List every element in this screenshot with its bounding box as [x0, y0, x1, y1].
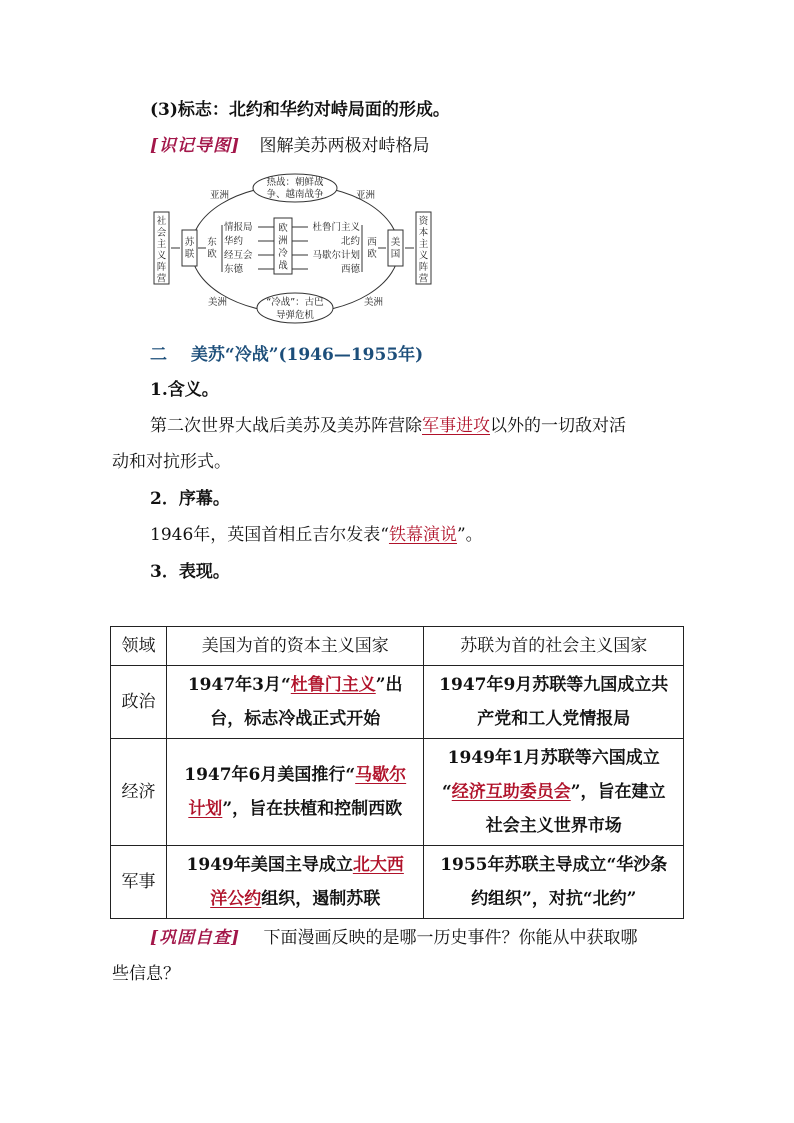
center-char: 战 — [278, 260, 288, 272]
right-item: 西德 — [340, 264, 360, 275]
left-item: 华约 — [224, 236, 244, 247]
usa-char: 美 — [390, 237, 401, 248]
bottom-event-line1: “冷战”：古巴 — [266, 297, 324, 308]
right-camp-text — [419, 215, 429, 285]
soviet-box — [182, 230, 197, 266]
consolidate-tag: [巩固自查] — [150, 928, 241, 948]
left-camp-text — [157, 215, 167, 285]
economy-ussr-line3: 社会主义世界市场 — [485, 816, 622, 836]
politics-ussr-line2: 产党和工人党情报局 — [477, 709, 631, 729]
left-camp-char: 社 — [156, 216, 167, 227]
left-item: 情报局 — [224, 222, 253, 233]
consolidate-text1: 下面漫画反映的是哪一历史事件？你能从中获取哪 — [263, 928, 638, 948]
row-field-economy: 经济 — [111, 739, 167, 846]
military-ussr-line1: 1955年苏联主导成立“华沙条 — [440, 855, 668, 875]
west-europe-char: 西 — [367, 237, 377, 248]
right-camp-char: 主 — [418, 239, 429, 250]
economy-ussr-part2: ”，旨在建立 — [570, 782, 666, 802]
west-europe-text — [367, 237, 377, 260]
intro-line — [150, 98, 450, 122]
usa-box — [388, 230, 403, 266]
east-europe-char: 欧 — [207, 249, 217, 260]
table-row — [111, 666, 684, 739]
east-europe-char: 东 — [207, 237, 217, 248]
row-field-military: 军事 — [111, 846, 167, 919]
item2-text-before: 1946年，英国首相丘吉尔发表“ — [150, 525, 389, 545]
bipolar-diagram — [150, 168, 440, 330]
item1-highlight: 军事进攻 — [422, 416, 490, 436]
left-item: 东德 — [224, 264, 244, 275]
politics-ussr-line1: 1947年9月苏联等九国成立共 — [439, 675, 669, 695]
memory-heading — [150, 134, 430, 158]
intro-text: 北约和华约对峙局面的形成。 — [228, 100, 450, 120]
military-us-highlight1: 北大西 — [352, 855, 404, 875]
usa-char: 国 — [390, 249, 401, 260]
table-header-row — [111, 627, 684, 666]
right-items — [292, 221, 360, 275]
politics-us-part3: 台，标志冷战正式开始 — [210, 709, 381, 729]
top-event-line2: 争、越南战争 — [266, 189, 324, 200]
left-camp-char: 营 — [156, 273, 167, 285]
section2-heading — [150, 343, 423, 367]
asia-left-label: 亚洲 — [210, 190, 230, 201]
item2-text-after: ”。 — [456, 525, 483, 545]
left-item: 经互会 — [224, 250, 253, 261]
table-header-field: 领域 — [111, 627, 167, 666]
row-politics-ussr — [424, 666, 684, 739]
item2-heading: 2．序幕。 — [150, 489, 230, 509]
left-camp-char: 主 — [156, 239, 167, 250]
row-field-politics: 政治 — [111, 666, 167, 739]
military-us-part1: 1949年美国主导成立 — [186, 855, 353, 875]
memory-title: 图解美苏两极对峙格局 — [259, 136, 430, 156]
right-item: 马歇尔计划 — [312, 250, 360, 261]
economy-us-part1: 1947年6月美国推行“ — [184, 765, 356, 785]
left-camp-char: 阵 — [156, 262, 167, 273]
america-left-label: 美洲 — [208, 297, 228, 308]
politics-us-part2: ”出 — [375, 675, 403, 695]
economy-us-highlight2: 计划 — [188, 799, 223, 819]
right-camp-char: 营 — [418, 273, 429, 285]
top-event-line1: 热战：朝鲜战 — [266, 177, 324, 188]
right-camp-char: 阵 — [418, 262, 429, 273]
row-politics-us — [166, 666, 424, 739]
table-header-ussr: 苏联为首的社会主义国家 — [424, 627, 684, 666]
row-military-us — [166, 846, 424, 919]
table-row — [111, 739, 684, 846]
table-header-us: 美国为首的资本主义国家 — [166, 627, 424, 666]
item1-text-after: 以外的一切敌对活 — [490, 416, 626, 436]
east-europe-text — [207, 236, 217, 260]
economy-us-highlight1: 马歇尔 — [355, 765, 407, 785]
politics-us-part1: 1947年3月“ — [187, 675, 291, 695]
soviet-char: 联 — [184, 249, 195, 260]
economy-ussr-quote-open: “ — [441, 782, 452, 802]
economy-ussr-highlight: 经济互助委员会 — [451, 782, 571, 802]
economy-us-part2: ”，旨在扶植和控制西欧 — [222, 799, 403, 819]
item1-text-before: 第二次世界大战后美苏及美苏阵营除 — [150, 416, 422, 436]
left-camp-char: 会 — [156, 227, 167, 239]
item2-highlight: 铁幕演说 — [388, 525, 457, 545]
comparison-table — [110, 626, 684, 919]
item1-line2: 动和对抗形式。 — [112, 452, 231, 472]
asia-right-label: 亚洲 — [356, 190, 376, 201]
right-item: 北约 — [340, 236, 360, 247]
consolidate-line2: 些信息？ — [112, 964, 180, 984]
section2-number: 二 — [150, 345, 167, 365]
left-camp-char: 义 — [156, 250, 167, 262]
section2-title: 美苏“冷战”(1946—1955年) — [190, 345, 424, 365]
right-camp-char: 义 — [418, 250, 429, 262]
military-ussr-line2: 约组织”，对抗“北约” — [471, 889, 637, 909]
soviet-char: 苏 — [184, 237, 195, 248]
item1-heading: 1.含义。 — [150, 380, 219, 400]
right-camp-char: 本 — [418, 227, 429, 239]
military-us-highlight2: 洋公约 — [210, 889, 262, 909]
memory-tag: [识记导图] — [150, 136, 241, 156]
center-char: 洲 — [278, 235, 288, 247]
row-economy-ussr — [424, 739, 684, 846]
politics-us-highlight: 杜鲁门主义 — [290, 675, 376, 695]
economy-ussr-line1: 1949年1月苏联等六国成立 — [447, 748, 660, 768]
consolidate-line1 — [150, 926, 638, 950]
center-char: 冷 — [278, 248, 288, 259]
row-military-ussr — [424, 846, 684, 919]
item1-line1 — [150, 414, 626, 438]
row-economy-us — [166, 739, 424, 846]
item3-heading: 3．表现。 — [150, 562, 230, 582]
center-char: 欧 — [278, 223, 288, 234]
america-right-label: 美洲 — [364, 297, 384, 308]
right-item: 杜鲁门主义 — [312, 222, 360, 233]
left-items — [224, 221, 274, 275]
west-europe-char: 欧 — [367, 249, 377, 260]
bottom-event-line2: 导弹危机 — [275, 310, 315, 321]
military-us-part2: 组织，遏制苏联 — [261, 889, 381, 909]
item2-line — [150, 523, 483, 547]
table-row — [111, 846, 684, 919]
intro-prefix: (3)标志： — [150, 100, 229, 120]
right-camp-char: 资 — [418, 216, 429, 227]
